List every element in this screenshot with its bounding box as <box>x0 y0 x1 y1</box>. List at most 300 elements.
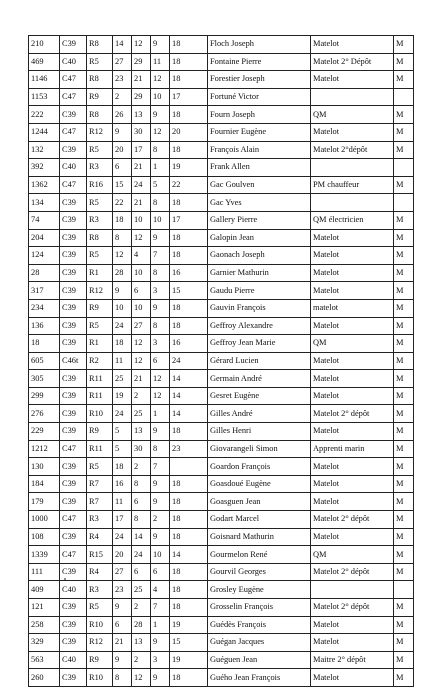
age-cell: 16 <box>170 335 208 353</box>
record-number-cell: 222 <box>29 106 60 124</box>
day-cell: 6 <box>113 616 132 634</box>
rank-cell: PM chauffeur <box>311 176 394 194</box>
age-cell: 22 <box>170 176 208 194</box>
month-cell: 30 <box>132 440 151 458</box>
table-row <box>29 423 414 441</box>
year-cell: 2 <box>151 511 170 529</box>
month-cell: 10 <box>132 264 151 282</box>
name-cell: Guédès François <box>208 616 311 634</box>
age-cell: 18 <box>170 194 208 212</box>
month-cell: 6 <box>132 282 151 300</box>
year-cell: 10 <box>151 211 170 229</box>
sex-cell: M <box>394 634 414 652</box>
name-cell: Garnier Mathurin <box>208 264 311 282</box>
rank-cell: Matelot <box>311 475 394 493</box>
record-number-cell: 184 <box>29 475 60 493</box>
class-cell: C39 <box>60 599 87 617</box>
day-cell: 5 <box>113 423 132 441</box>
register-cell: R3 <box>87 211 113 229</box>
rank-cell: Matelot <box>311 317 394 335</box>
month-cell: 6 <box>132 563 151 581</box>
rank-cell: Matelot <box>311 370 394 388</box>
rank-cell: Apprenti marin <box>311 440 394 458</box>
day-cell: 9 <box>113 599 132 617</box>
age-cell: 18 <box>170 71 208 89</box>
table-row <box>29 651 414 669</box>
register-cell: R5 <box>87 247 113 265</box>
table-row <box>29 88 414 106</box>
rank-cell: Matelot <box>311 493 394 511</box>
register-cell: R9 <box>87 423 113 441</box>
day-cell: 18 <box>113 335 132 353</box>
age-cell: 18 <box>170 53 208 71</box>
day-cell: 16 <box>113 475 132 493</box>
record-number-cell: 74 <box>29 211 60 229</box>
class-cell: C39 <box>60 247 87 265</box>
age-cell: 18 <box>170 317 208 335</box>
rank-cell: Matelot <box>311 616 394 634</box>
table-row <box>29 106 414 124</box>
class-cell: C39 <box>60 370 87 388</box>
register-cell: R7 <box>87 493 113 511</box>
table-row <box>29 264 414 282</box>
year-cell: 6 <box>151 352 170 370</box>
class-cell: C39 <box>60 106 87 124</box>
sex-cell: M <box>394 229 414 247</box>
table-row <box>29 563 414 581</box>
table-row <box>29 53 414 71</box>
rank-cell: Matelot <box>311 71 394 89</box>
table-row <box>29 387 414 405</box>
sex-cell: M <box>394 440 414 458</box>
rank-cell <box>311 194 394 212</box>
table-row <box>29 335 414 353</box>
sex-cell <box>394 88 414 106</box>
record-number-cell: 260 <box>29 669 60 687</box>
record-number-cell: 179 <box>29 493 60 511</box>
register-cell: R3 <box>87 581 113 599</box>
year-cell: 9 <box>151 36 170 54</box>
scan-speck <box>64 578 66 580</box>
age-cell: 23 <box>170 440 208 458</box>
register-cell: R10 <box>87 616 113 634</box>
name-cell: Guéguen Jean <box>208 651 311 669</box>
register-cell: R8 <box>87 229 113 247</box>
month-cell: 12 <box>132 36 151 54</box>
register-cell: R9 <box>87 88 113 106</box>
rank-cell <box>311 581 394 599</box>
day-cell: 11 <box>113 352 132 370</box>
class-cell: C47 <box>60 546 87 564</box>
record-number-cell: 130 <box>29 458 60 476</box>
class-cell: C40 <box>60 159 87 177</box>
sex-cell: M <box>394 247 414 265</box>
sex-cell: M <box>394 282 414 300</box>
record-number-cell: 392 <box>29 159 60 177</box>
table-row <box>29 493 414 511</box>
year-cell: 8 <box>151 194 170 212</box>
table-row <box>29 458 414 476</box>
day-cell: 11 <box>113 493 132 511</box>
sex-cell: M <box>394 387 414 405</box>
sex-cell: M <box>394 528 414 546</box>
register-cell: R11 <box>87 370 113 388</box>
record-number-cell: 210 <box>29 36 60 54</box>
age-cell: 15 <box>170 282 208 300</box>
class-cell: C40 <box>60 53 87 71</box>
class-cell: C39 <box>60 211 87 229</box>
name-cell: Galopin Jean <box>208 229 311 247</box>
table-row <box>29 475 414 493</box>
sex-cell: M <box>394 475 414 493</box>
sex-cell: M <box>394 299 414 317</box>
class-cell: C39 <box>60 229 87 247</box>
rank-cell <box>311 88 394 106</box>
age-cell: 18 <box>170 511 208 529</box>
register-cell: R4 <box>87 528 113 546</box>
record-number-cell: 258 <box>29 616 60 634</box>
day-cell: 15 <box>113 176 132 194</box>
sex-cell: M <box>394 616 414 634</box>
year-cell: 12 <box>151 123 170 141</box>
record-number-cell: 1362 <box>29 176 60 194</box>
name-cell: Goardon François <box>208 458 311 476</box>
table-row <box>29 299 414 317</box>
register-cell: R7 <box>87 475 113 493</box>
table-row <box>29 528 414 546</box>
age-cell: 18 <box>170 229 208 247</box>
sex-cell: M <box>394 458 414 476</box>
name-cell: Gilles Henri <box>208 423 311 441</box>
sex-cell: M <box>394 211 414 229</box>
day-cell: 12 <box>113 247 132 265</box>
age-cell: 16 <box>170 264 208 282</box>
month-cell: 17 <box>132 141 151 159</box>
age-cell: 18 <box>170 141 208 159</box>
register-cell: R5 <box>87 53 113 71</box>
month-cell: 8 <box>132 511 151 529</box>
rank-cell: Matelot <box>311 123 394 141</box>
year-cell: 1 <box>151 405 170 423</box>
rank-cell: Matelot <box>311 229 394 247</box>
sex-cell: M <box>394 123 414 141</box>
class-cell: C39 <box>60 475 87 493</box>
table-row <box>29 317 414 335</box>
rank-cell: Matelot <box>311 36 394 54</box>
name-cell: Gac Yves <box>208 194 311 212</box>
month-cell: 4 <box>132 247 151 265</box>
age-cell: 18 <box>170 423 208 441</box>
month-cell: 28 <box>132 616 151 634</box>
sex-cell: M <box>394 335 414 353</box>
age-cell: 18 <box>170 106 208 124</box>
month-cell: 13 <box>132 634 151 652</box>
month-cell: 2 <box>132 387 151 405</box>
name-cell: Fournier Eugène <box>208 123 311 141</box>
class-cell: C39 <box>60 194 87 212</box>
rank-cell: Matelot 2°dépôt <box>311 141 394 159</box>
year-cell: 9 <box>151 423 170 441</box>
name-cell: Gesret Eugène <box>208 387 311 405</box>
sex-cell: M <box>394 176 414 194</box>
name-cell: Geffroy Alexandre <box>208 317 311 335</box>
class-cell: C39 <box>60 616 87 634</box>
class-cell: C39 <box>60 282 87 300</box>
rank-cell: Matelot <box>311 352 394 370</box>
age-cell: 14 <box>170 546 208 564</box>
class-cell: C39 <box>60 405 87 423</box>
class-cell: C39 <box>60 317 87 335</box>
year-cell: 8 <box>151 317 170 335</box>
sex-cell: M <box>394 493 414 511</box>
name-cell: Gaudu Pierre <box>208 282 311 300</box>
age-cell: 18 <box>170 581 208 599</box>
register-cell: R10 <box>87 669 113 687</box>
rank-cell: matelot <box>311 299 394 317</box>
table-row <box>29 370 414 388</box>
rank-cell: QM <box>311 335 394 353</box>
year-cell: 3 <box>151 335 170 353</box>
name-cell: Fourn Joseph <box>208 106 311 124</box>
month-cell: 25 <box>132 405 151 423</box>
register-cell: R5 <box>87 194 113 212</box>
day-cell: 27 <box>113 53 132 71</box>
name-cell: Goasdoué Eugène <box>208 475 311 493</box>
register-cell: R12 <box>87 634 113 652</box>
rank-cell: Matelot <box>311 423 394 441</box>
month-cell: 14 <box>132 528 151 546</box>
day-cell: 26 <box>113 106 132 124</box>
table-row <box>29 159 414 177</box>
name-cell: Germain André <box>208 370 311 388</box>
sex-cell: M <box>394 71 414 89</box>
month-cell: 21 <box>132 71 151 89</box>
register-cell: R16 <box>87 176 113 194</box>
class-cell: C40 <box>60 581 87 599</box>
name-cell: Guého Jean François <box>208 669 311 687</box>
record-number-cell: 299 <box>29 387 60 405</box>
register-cell: R5 <box>87 458 113 476</box>
day-cell: 9 <box>113 651 132 669</box>
name-cell: Grosselin François <box>208 599 311 617</box>
age-cell: 18 <box>170 563 208 581</box>
age-cell: 18 <box>170 475 208 493</box>
register-cell: R12 <box>87 282 113 300</box>
day-cell: 24 <box>113 405 132 423</box>
record-number-cell: 108 <box>29 528 60 546</box>
rank-cell: Matelot <box>311 264 394 282</box>
year-cell: 9 <box>151 229 170 247</box>
sex-cell: M <box>394 546 414 564</box>
sex-cell: M <box>394 511 414 529</box>
class-cell: C39 <box>60 335 87 353</box>
class-cell: C47 <box>60 71 87 89</box>
register-cell: R4 <box>87 563 113 581</box>
table-row <box>29 176 414 194</box>
sex-cell <box>394 581 414 599</box>
rank-cell: QM électricien <box>311 211 394 229</box>
day-cell: 25 <box>113 370 132 388</box>
name-cell: Geffroy Jean Marie <box>208 335 311 353</box>
record-number-cell: 305 <box>29 370 60 388</box>
record-number-cell: 1212 <box>29 440 60 458</box>
table-row <box>29 282 414 300</box>
sex-cell: M <box>394 563 414 581</box>
class-cell: C39 <box>60 669 87 687</box>
rank-cell: Matelot 2° dépôt <box>311 563 394 581</box>
record-number-cell: 409 <box>29 581 60 599</box>
class-cell: C39 <box>60 141 87 159</box>
register-cell: R5 <box>87 599 113 617</box>
class-cell: C39 <box>60 528 87 546</box>
month-cell: 2 <box>132 651 151 669</box>
age-cell: 19 <box>170 651 208 669</box>
age-cell: 15 <box>170 634 208 652</box>
record-number-cell: 276 <box>29 405 60 423</box>
year-cell: 1 <box>151 159 170 177</box>
name-cell: Gallery Pierre <box>208 211 311 229</box>
year-cell: 12 <box>151 387 170 405</box>
record-number-cell: 136 <box>29 317 60 335</box>
month-cell: 24 <box>132 176 151 194</box>
table-row <box>29 123 414 141</box>
record-number-cell: 204 <box>29 229 60 247</box>
age-cell: 19 <box>170 616 208 634</box>
day-cell: 14 <box>113 36 132 54</box>
year-cell: 9 <box>151 528 170 546</box>
name-cell: Fontaine Pierre <box>208 53 311 71</box>
class-cell: C39 <box>60 387 87 405</box>
sex-cell: M <box>394 651 414 669</box>
name-cell: Frank Allen <box>208 159 311 177</box>
crew-roster-table <box>28 35 414 687</box>
table-row <box>29 71 414 89</box>
month-cell: 29 <box>132 88 151 106</box>
table-row <box>29 36 414 54</box>
day-cell: 24 <box>113 528 132 546</box>
sex-cell: M <box>394 264 414 282</box>
sex-cell: M <box>394 405 414 423</box>
class-cell: C40 <box>60 651 87 669</box>
sex-cell: M <box>394 106 414 124</box>
month-cell: 12 <box>132 229 151 247</box>
age-cell: 14 <box>170 405 208 423</box>
month-cell: 24 <box>132 546 151 564</box>
table-row <box>29 211 414 229</box>
day-cell: 23 <box>113 71 132 89</box>
month-cell: 10 <box>132 211 151 229</box>
month-cell: 29 <box>132 53 151 71</box>
day-cell: 27 <box>113 563 132 581</box>
year-cell: 3 <box>151 651 170 669</box>
sex-cell: M <box>394 669 414 687</box>
age-cell: 17 <box>170 211 208 229</box>
class-cell: C39 <box>60 299 87 317</box>
record-number-cell: 28 <box>29 264 60 282</box>
year-cell: 12 <box>151 370 170 388</box>
table-row <box>29 440 414 458</box>
class-cell: C47 <box>60 440 87 458</box>
sex-cell: M <box>394 423 414 441</box>
register-cell: R11 <box>87 440 113 458</box>
rank-cell: Matelot <box>311 634 394 652</box>
table-row <box>29 669 414 687</box>
rank-cell: Matelot 2° dépôt <box>311 405 394 423</box>
name-cell: Gourvil Georges <box>208 563 311 581</box>
class-cell: C39 <box>60 36 87 54</box>
day-cell: 20 <box>113 141 132 159</box>
name-cell: François Alain <box>208 141 311 159</box>
age-cell: 18 <box>170 528 208 546</box>
year-cell: 6 <box>151 563 170 581</box>
class-cell: C46t <box>60 352 87 370</box>
record-number-cell: 121 <box>29 599 60 617</box>
class-cell: C39 <box>60 493 87 511</box>
table-row <box>29 616 414 634</box>
record-number-cell: 132 <box>29 141 60 159</box>
class-cell: C47 <box>60 176 87 194</box>
class-cell: C47 <box>60 511 87 529</box>
rank-cell: Matelot <box>311 282 394 300</box>
name-cell: Goisnard Mathurin <box>208 528 311 546</box>
month-cell: 27 <box>132 317 151 335</box>
sex-cell: M <box>394 141 414 159</box>
record-number-cell: 111 <box>29 563 60 581</box>
class-cell: C39 <box>60 458 87 476</box>
month-cell: 12 <box>132 335 151 353</box>
year-cell: 3 <box>151 282 170 300</box>
class-cell: C39 <box>60 264 87 282</box>
day-cell: 10 <box>113 299 132 317</box>
age-cell: 18 <box>170 247 208 265</box>
month-cell: 21 <box>132 370 151 388</box>
rank-cell: Matelot <box>311 669 394 687</box>
table-row <box>29 141 414 159</box>
name-cell: Gilles André <box>208 405 311 423</box>
age-cell: 17 <box>170 88 208 106</box>
record-number-cell: 124 <box>29 247 60 265</box>
table-row <box>29 247 414 265</box>
year-cell: 9 <box>151 475 170 493</box>
record-number-cell: 469 <box>29 53 60 71</box>
record-number-cell: 1146 <box>29 71 60 89</box>
day-cell: 18 <box>113 211 132 229</box>
sex-cell: M <box>394 36 414 54</box>
table-row <box>29 511 414 529</box>
sex-cell: M <box>394 53 414 71</box>
month-cell: 8 <box>132 475 151 493</box>
name-cell: Gauvin François <box>208 299 311 317</box>
record-number-cell: 134 <box>29 194 60 212</box>
class-cell: C39 <box>60 423 87 441</box>
age-cell: 18 <box>170 669 208 687</box>
year-cell: 8 <box>151 141 170 159</box>
record-number-cell: 1153 <box>29 88 60 106</box>
register-cell: R5 <box>87 141 113 159</box>
day-cell: 2 <box>113 88 132 106</box>
name-cell: Forestier Joseph <box>208 71 311 89</box>
month-cell: 10 <box>132 299 151 317</box>
month-cell: 25 <box>132 581 151 599</box>
year-cell: 9 <box>151 106 170 124</box>
year-cell: 9 <box>151 634 170 652</box>
name-cell: Floch Joseph <box>208 36 311 54</box>
month-cell: 30 <box>132 123 151 141</box>
sex-cell: M <box>394 352 414 370</box>
day-cell: 22 <box>113 194 132 212</box>
table-row <box>29 546 414 564</box>
day-cell: 5 <box>113 440 132 458</box>
